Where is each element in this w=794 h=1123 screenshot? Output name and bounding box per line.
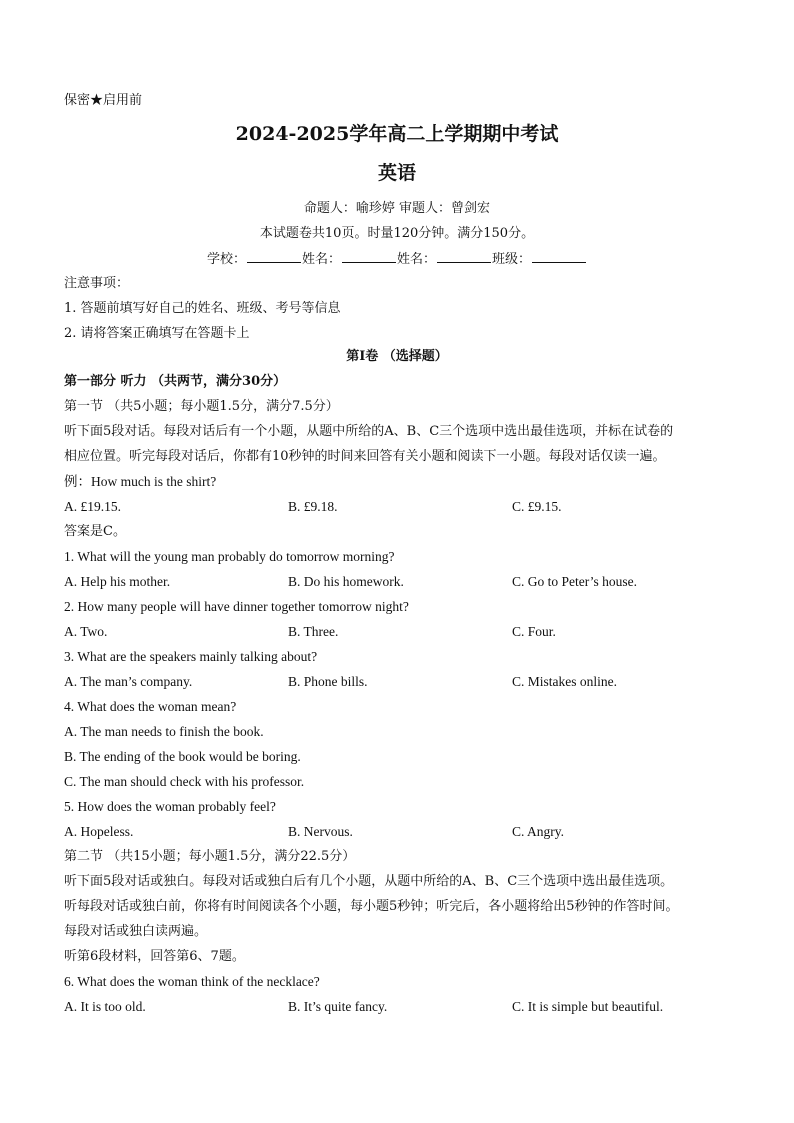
question-3: 3. What are the speakers mainly talking about? [64,649,318,664]
student-info-fields [0,250,794,269]
school-blank[interactable] [247,250,301,263]
volume-title: 第Ⅰ卷 （选择题） [346,349,448,364]
material-note: 听第6段材料，回答第6、7题。 [64,949,245,964]
exam-title: 2024-2025学年高二上学期期中考试 [235,123,559,145]
note-item: 2. 请将答案正确填写在答题卡上 [64,326,250,341]
subject-title: 英语 [377,162,416,184]
class-label: 班级： [492,252,532,267]
q2-option-b: B. Three. [288,624,339,639]
example-option-a: A. £19.15. [64,499,121,514]
q5-option-a: A. Hopeless. [64,824,134,839]
q6-option-a: A. It is too old. [64,999,146,1014]
section1-instruction: 听下面5段对话。每段对话后有一个小题，从题中所给的A、B、C三个选项中选出最佳选项，并标在试卷的 [64,424,674,439]
name-label: 姓名： [301,252,341,267]
section2-title: 第二节 （共15小题；每小题1.5分，满分22.5分） [64,849,356,864]
q2-option-a: A. Two. [64,624,108,639]
question-5: 5. How does the woman probably feel? [64,799,276,814]
section2-instruction: 每段对话或独白读两遍。 [64,924,208,939]
q3-option-c: C. Mistakes online. [512,674,617,689]
question-6: 6. What does the woman think of the necklace? [64,974,320,989]
notes-heading: 注意事项： [64,276,130,291]
question-2: 2. How many people will have dinner together tomorrow night? [64,599,409,614]
q1-option-c: C. Go to Peter’s house. [512,574,637,589]
q5-option-c: C. Angry. [512,824,565,839]
q6-option-b: B. It’s quite fancy. [288,999,388,1014]
q3-option-b: B. Phone bills. [288,674,368,689]
question-4: 4. What does the woman mean? [64,699,237,714]
section1-instruction: 相应位置。听完每段对话后，你都有10秒钟的时间来回答有关小题和阅读下一小题。每段对话仅读一遍。 [64,449,666,464]
example-option-c: C. £9.15. [512,499,562,514]
school-label: 学校： [206,252,246,267]
class-blank[interactable] [532,250,586,263]
q1-option-b: B. Do his homework. [288,574,404,589]
q4-option-a: A. The man needs to finish the book. [64,724,264,739]
q2-option-c: C. Four. [512,624,556,639]
example-question: 例：How much is the shirt? [64,474,217,489]
example-answer: 答案是C。 [64,524,126,539]
question-1: 1. What will the young man probably do tomorrow morning? [64,549,395,564]
secrecy-label: 保密★启用前 [64,93,143,108]
name-label-2: 姓名： [397,252,437,267]
section1-title: 第一节 （共5小题；每小题1.5分，满分7.5分） [64,399,339,414]
q5-option-b: B. Nervous. [288,824,353,839]
q4-option-c: C. The man should check with his professor. [64,774,305,789]
section2-instruction: 听每段对话或独白前，你将有时间阅读各个小题，每小题5秒钟；听完后，各小题将给出5秒钟的作答时间。 [64,899,679,914]
name-blank[interactable] [342,250,396,263]
q4-option-b: B. The ending of the book would be boring. [64,749,301,764]
authors-line: 命题人：喻珍婷 审题人：曾剑宏 [303,201,491,216]
q6-option-c: C. It is simple but beautiful. [512,999,664,1014]
section2-instruction: 听下面5段对话或独白。每段对话或独白后有几个小题，从题中所给的A、B、C三个选项中选出最佳选项。 [64,874,674,889]
q3-option-a: A. The man’s company. [64,674,193,689]
example-option-b: B. £9.18. [288,499,338,514]
part1-title: 第一部分 听力 （共两节，满分30分） [64,374,287,389]
note-item: 1. 答题前填写好自己的姓名、班级、考号等信息 [64,301,341,316]
q1-option-a: A. Help his mother. [64,574,171,589]
exam-info-line: 本试题卷共10页。时量120分钟。满分150分。 [259,226,535,241]
name-blank-2[interactable] [437,250,491,263]
